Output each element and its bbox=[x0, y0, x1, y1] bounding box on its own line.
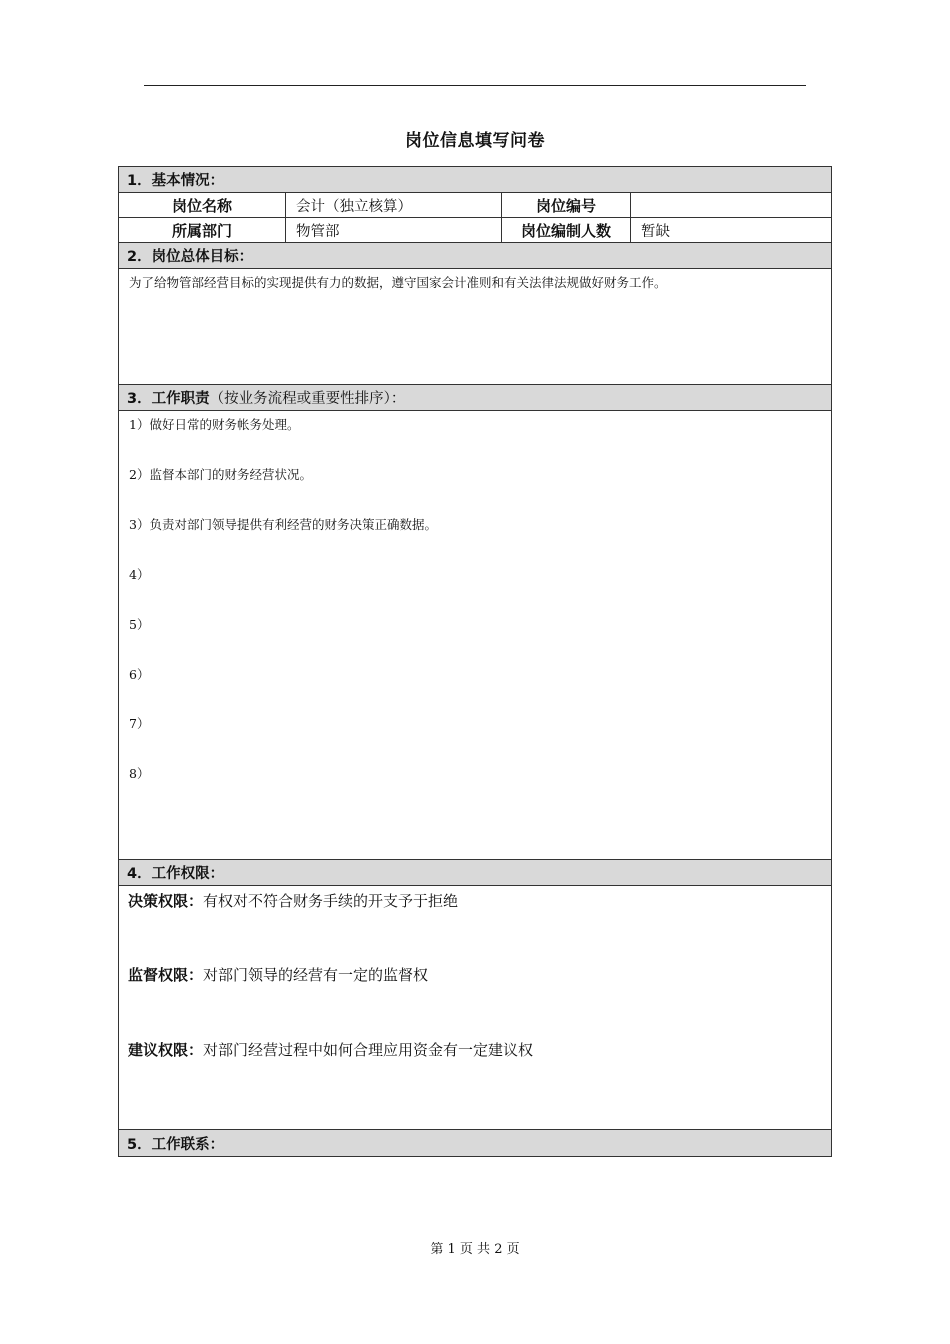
headcount-label: 岗位编制人数 bbox=[502, 218, 631, 242]
section-heading-note: （按业务流程或重要性排序）： bbox=[209, 391, 406, 407]
authority-text: 对部门经营过程中如何合理应用资金有一定建议权 bbox=[203, 1041, 534, 1059]
duty-item: 8） bbox=[129, 766, 150, 781]
duties-area[interactable] bbox=[119, 411, 831, 860]
duty-item: 6） bbox=[129, 667, 150, 682]
section-heading-text: 5．工作联系： bbox=[127, 1136, 225, 1153]
authority-key: 决策权限： bbox=[128, 892, 204, 910]
position-number-value[interactable] bbox=[631, 193, 831, 217]
goal-text-area[interactable] bbox=[119, 269, 831, 385]
position-name-value[interactable]: 会计（独立核算） bbox=[286, 193, 502, 217]
duty-item: 3）负责对部门领导提供有利经营的财务决策正确数据。 bbox=[129, 517, 437, 532]
basic-info-row bbox=[119, 218, 831, 243]
authority-text: 对部门领导的经营有一定的监督权 bbox=[203, 966, 429, 984]
department-value[interactable]: 物管部 bbox=[286, 218, 502, 242]
section-goal-heading bbox=[119, 243, 831, 269]
document-title: 岗位信息填写问卷 bbox=[405, 131, 545, 151]
section-basic-heading bbox=[119, 167, 831, 193]
duty-item: 4） bbox=[129, 567, 150, 582]
section-duties-heading bbox=[119, 385, 831, 411]
section-heading-text: 4．工作权限： bbox=[127, 866, 225, 882]
questionnaire-form bbox=[118, 166, 832, 1157]
position-number-label: 岗位编号 bbox=[502, 193, 631, 217]
section-contacts-heading bbox=[119, 1130, 831, 1156]
authority-item bbox=[128, 964, 428, 985]
section-authority-heading bbox=[119, 860, 831, 886]
authority-area[interactable] bbox=[119, 886, 831, 1130]
basic-info-row bbox=[119, 193, 831, 218]
section-heading-text: 2．岗位总体目标： bbox=[127, 249, 254, 265]
goal-text: 为了给物管部经营目标的实现提供有力的数据，遵守国家会计准则和有关法律法规做好财务工作。 bbox=[129, 275, 667, 290]
header-rule bbox=[144, 85, 806, 86]
position-name-label: 岗位名称 bbox=[119, 193, 286, 217]
duty-item: 7） bbox=[129, 716, 150, 731]
department-label: 所属部门 bbox=[119, 218, 286, 242]
authority-key: 监督权限： bbox=[128, 966, 204, 984]
section-heading-text: 1．基本情况： bbox=[127, 173, 225, 189]
duty-item: 1）做好日常的财务帐务处理。 bbox=[129, 417, 300, 432]
authority-item bbox=[128, 890, 458, 911]
authority-text: 有权对不符合财务手续的开支予于拒绝 bbox=[203, 892, 459, 910]
section-heading-text: 3．工作职责 bbox=[127, 391, 210, 407]
authority-item bbox=[128, 1039, 533, 1060]
authority-key: 建议权限： bbox=[128, 1041, 204, 1059]
duty-item: 2）监督本部门的财务经营状况。 bbox=[129, 467, 312, 482]
page-footer: 第 1 页 共 2 页 bbox=[430, 1242, 520, 1257]
duty-item: 5） bbox=[129, 617, 150, 632]
headcount-value[interactable]: 暂缺 bbox=[641, 223, 670, 240]
